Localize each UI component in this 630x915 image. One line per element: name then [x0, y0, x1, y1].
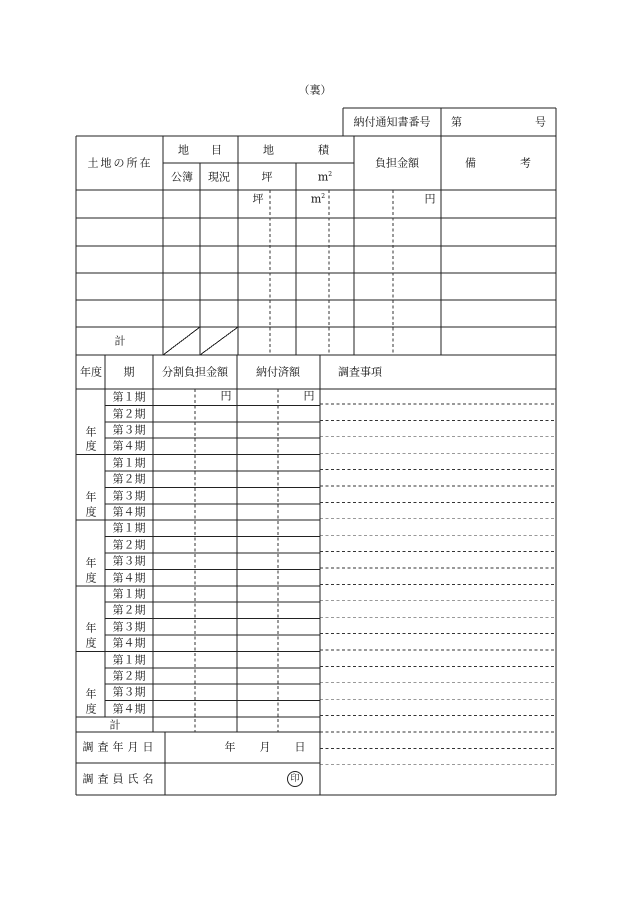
date-month-unit: 月 — [259, 740, 271, 754]
period-label-y3-p1: 第１期 — [112, 521, 146, 535]
kobo-header: 公簿 — [171, 170, 193, 184]
amount-yen-unit: 円 — [220, 389, 232, 403]
chiseki-header: 地 積 — [263, 143, 329, 157]
tsubo-unit: 坪 — [252, 192, 264, 206]
period-label-y5-p3: 第３期 — [112, 685, 146, 699]
genkyo-header: 現況 — [208, 170, 230, 184]
date-day-unit: 日 — [294, 740, 306, 754]
seal-mark: 印 — [287, 771, 303, 787]
period-label-y5-p1: 第１期 — [112, 653, 146, 667]
year-label-4-top: 年 — [85, 621, 97, 635]
sqm-unit-base: m — [317, 170, 329, 184]
period-label-y2-p2: 第２期 — [112, 472, 146, 486]
sqm-header — [318, 172, 332, 183]
period-label-y5-p2: 第２期 — [112, 669, 146, 683]
paid-yen-unit: 円 — [303, 389, 315, 403]
sqm-unit — [311, 194, 325, 205]
genkyo-total-slash — [200, 327, 238, 355]
period-header: 期 — [123, 365, 135, 379]
period-label-y3-p2: 第２期 — [112, 538, 146, 552]
sqm-unit-exponent: 2 — [321, 192, 326, 200]
installments-total-label: 計 — [109, 718, 121, 731]
period-label-y3-p3: 第３期 — [112, 554, 146, 568]
year-label-1-top: 年 — [85, 425, 97, 439]
period-label-y5-p4: 第４期 — [112, 702, 146, 716]
date-year-unit: 年 — [224, 740, 236, 754]
kobo-total-slash — [163, 327, 200, 355]
period-label-y1-p2: 第２期 — [112, 407, 146, 421]
survey-date-label: 調査年月日 — [82, 740, 158, 754]
period-label-y3-p4: 第４期 — [112, 571, 146, 585]
period-label-y1-p1: 第１期 — [112, 390, 146, 404]
period-label-y4-p1: 第１期 — [112, 587, 146, 601]
period-label-y2-p3: 第３期 — [112, 489, 146, 503]
notice-number-label: 納付通知書番号 — [353, 115, 431, 129]
period-label-y4-p3: 第３期 — [112, 620, 146, 634]
period-label-y4-p4: 第４期 — [112, 636, 146, 650]
survey-header: 調査事項 — [338, 365, 382, 379]
land-total-label: 計 — [114, 334, 126, 348]
burden-amount-header: 負担金額 — [375, 156, 419, 170]
surveyor-name-label: 調査員氏名 — [82, 772, 158, 786]
year-label-3-bottom: 度 — [85, 571, 97, 585]
year-header: 年度 — [80, 365, 102, 379]
period-label-y1-p3: 第３期 — [112, 423, 146, 437]
year-label-3-top: 年 — [85, 556, 97, 570]
period-label-y1-p4: 第４期 — [112, 439, 146, 453]
side-label: （裏） — [298, 83, 332, 97]
year-label-5-top: 年 — [85, 687, 97, 701]
tsubo-header: 坪 — [261, 170, 273, 184]
period-label-y2-p4: 第４期 — [112, 505, 146, 519]
year-label-4-bottom: 度 — [85, 636, 97, 650]
yen-unit: 円 — [424, 192, 436, 206]
period-label-y2-p1: 第１期 — [112, 456, 146, 470]
notice-number-prefix: 第 — [451, 115, 462, 129]
year-label-5-bottom: 度 — [85, 702, 97, 716]
sqm-unit-base: m — [310, 192, 322, 206]
year-label-1-bottom: 度 — [85, 439, 97, 453]
remarks-header: 備 考 — [465, 156, 531, 170]
paid-header: 納付済額 — [256, 365, 300, 379]
notice-number-suffix: 号 — [535, 115, 546, 129]
amount-header: 分割負担金額 — [162, 365, 228, 379]
period-label-y4-p2: 第２期 — [112, 603, 146, 617]
year-label-2-bottom: 度 — [85, 505, 97, 519]
year-label-2-top: 年 — [85, 490, 97, 504]
chimoku-header: 地 目 — [178, 143, 222, 157]
sqm-unit-exponent: 2 — [328, 170, 333, 178]
location-header: 土地の所在 — [87, 156, 153, 170]
